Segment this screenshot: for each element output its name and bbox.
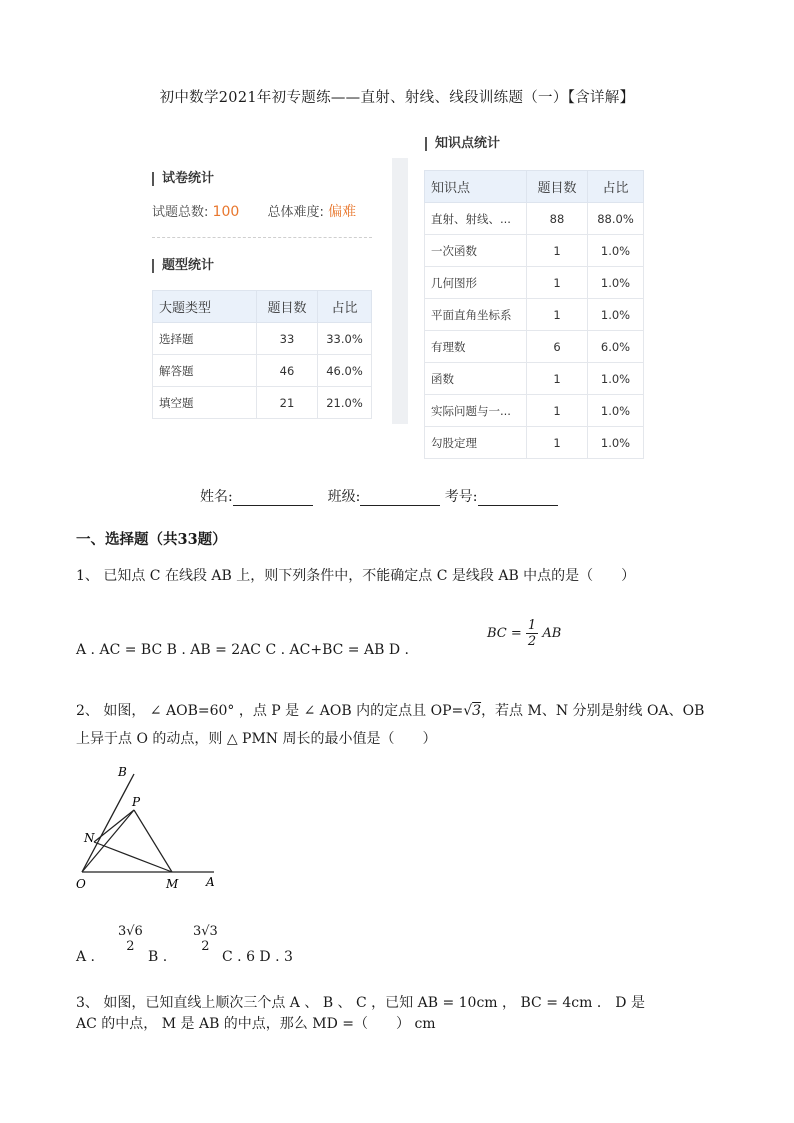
question-2-line1 (76, 700, 704, 722)
table-row (153, 387, 372, 419)
question-3-line2: AC 的中点， M 是 AB 的中点，那么 MD =（ ） cm (76, 1016, 436, 1032)
count-cell: 1 (527, 363, 588, 395)
q2-sqrt-value: 3 (472, 703, 482, 719)
q2-opt-rest: C . 6 D . 3 (222, 949, 293, 965)
count-cell: 33 (257, 323, 318, 355)
topic-cell: 勾股定理 (425, 427, 527, 459)
table-row (153, 355, 372, 387)
type-stats-table (152, 290, 372, 419)
count-cell: 1 (527, 299, 588, 331)
q2-text-a: 2、 如图， ∠ AOB=60° ，点 P 是 ∠ AOB 内的定点且 OP= (76, 703, 464, 719)
ratio-cell: 88.0% (588, 203, 644, 235)
segment-pn (94, 810, 134, 842)
knowledge-stats-heading: 知识点统计 (425, 137, 500, 151)
formula-fraction (526, 618, 538, 649)
table-row (425, 267, 644, 299)
q2-opt-b-num: 3√3 (193, 924, 218, 939)
section-heading: 一、选择题（共33题） (76, 531, 227, 548)
count-cell: 21 (257, 387, 318, 419)
total-label: 试题总数: (152, 205, 209, 220)
question-3-line1: 3、 如图，已知直线上顺次三个点 A 、 B 、 C ，已知 AB = 10cm ， BC = 4cm ． D 是 (76, 995, 645, 1011)
ratio-col-header: 占比 (588, 171, 644, 203)
question-2-line2: 上异于点 O 的动点，则 △ PMN 周长的最小值是（ ） (76, 731, 437, 747)
difficulty-value: 偏难 (328, 204, 357, 220)
panel-scrollbar[interactable] (392, 158, 408, 424)
label-a: A (206, 875, 215, 889)
topic-col-header: 知识点 (425, 171, 527, 203)
type-col-header: 大题类型 (153, 291, 257, 323)
total-value: 100 (212, 204, 240, 220)
type-stats-heading: 题型统计 (152, 259, 214, 273)
label-p: P (132, 795, 141, 809)
ratio-cell: 1.0% (588, 395, 644, 427)
formula-numerator: 1 (527, 618, 537, 633)
formula-left: BC = (487, 626, 522, 641)
q2-opt-a-num: 3√6 (118, 924, 143, 939)
count-col-header: 题目数 (257, 291, 318, 323)
count-cell: 46 (257, 355, 318, 387)
table-row (153, 323, 372, 355)
q2-opt-a-fraction (116, 924, 145, 954)
type-cell: 填空题 (153, 387, 257, 419)
count-cell: 1 (527, 395, 588, 427)
q2-opt-b-fraction (191, 924, 220, 954)
table-row (425, 363, 644, 395)
ratio-cell: 1.0% (588, 235, 644, 267)
label-n: N (84, 831, 95, 845)
ratio-cell: 1.0% (588, 299, 644, 331)
count-cell: 6 (527, 331, 588, 363)
ratio-cell: 6.0% (588, 331, 644, 363)
table-row (425, 299, 644, 331)
topic-cell: 有理数 (425, 331, 527, 363)
type-cell: 解答题 (153, 355, 257, 387)
ratio-cell: 1.0% (588, 267, 644, 299)
count-col-header: 题目数 (527, 171, 588, 203)
ratio-cell: 1.0% (588, 427, 644, 459)
segment-nm (94, 842, 172, 872)
topic-cell: 平面直角坐标系 (425, 299, 527, 331)
ratio-cell: 1.0% (588, 363, 644, 395)
q2-opt-b-den: 2 (201, 939, 210, 954)
ray-ob (82, 774, 134, 872)
table-row (425, 427, 644, 459)
ratio-col-header: 占比 (318, 291, 372, 323)
knowledge-header-row (425, 171, 644, 203)
q2-sqrt: √3 (463, 703, 482, 719)
student-info-line (200, 486, 558, 506)
topic-cell: 几何图形 (425, 267, 527, 299)
q2-opt-a-den: 2 (126, 939, 135, 954)
knowledge-stats-table (424, 170, 644, 459)
formula-right: AB (542, 626, 562, 641)
segment-pm (134, 810, 172, 872)
type-stats-header-row (153, 291, 372, 323)
count-cell: 88 (527, 203, 588, 235)
stats-divider (152, 237, 372, 238)
question-1-stem: 1、 已知点 C 在线段 AB 上，则下列条件中，不能确定点 C 是线段 AB 中点的是（ ） (76, 568, 636, 584)
question-1-formula (487, 618, 561, 649)
name-blank[interactable] (233, 489, 313, 506)
q2-opt-b-prefix: B . (148, 949, 168, 965)
label-m: M (166, 877, 179, 891)
page-title: 初中数学2021年初专题练——直射、射线、线段训练题（一）【含详解】 (159, 90, 635, 106)
topic-cell: 实际问题与一... (425, 395, 527, 427)
q2-text-b: ，若点 M、N 分别是射线 OA、OB (481, 703, 705, 719)
ratio-cell: 21.0% (318, 387, 372, 419)
count-cell: 1 (527, 427, 588, 459)
count-cell: 1 (527, 267, 588, 299)
question-2-figure (74, 762, 224, 894)
class-blank[interactable] (360, 489, 440, 506)
question-1-options: A . AC = BC B . AB = 2AC C . AC+BC = AB D . (76, 642, 409, 658)
exam-blank[interactable] (478, 489, 558, 506)
formula-denominator: 2 (527, 634, 537, 649)
table-row (425, 235, 644, 267)
table-row (425, 395, 644, 427)
topic-cell: 一次函数 (425, 235, 527, 267)
table-row (425, 203, 644, 235)
topic-cell: 函数 (425, 363, 527, 395)
label-b: B (118, 765, 127, 779)
table-row (425, 331, 644, 363)
ratio-cell: 46.0% (318, 355, 372, 387)
paper-stats-row (152, 201, 356, 221)
name-label: 姓名: (200, 489, 233, 505)
difficulty-label: 总体难度: (267, 205, 324, 220)
label-o: O (76, 877, 86, 891)
type-cell: 选择题 (153, 323, 257, 355)
ratio-cell: 33.0% (318, 323, 372, 355)
topic-cell: 直射、射线、... (425, 203, 527, 235)
q2-opt-a-prefix: A . (76, 949, 96, 965)
class-label: 班级: (327, 489, 361, 505)
count-cell: 1 (527, 235, 588, 267)
exam-label: 考号: (444, 489, 478, 505)
paper-stats-heading: 试卷统计 (152, 172, 214, 186)
